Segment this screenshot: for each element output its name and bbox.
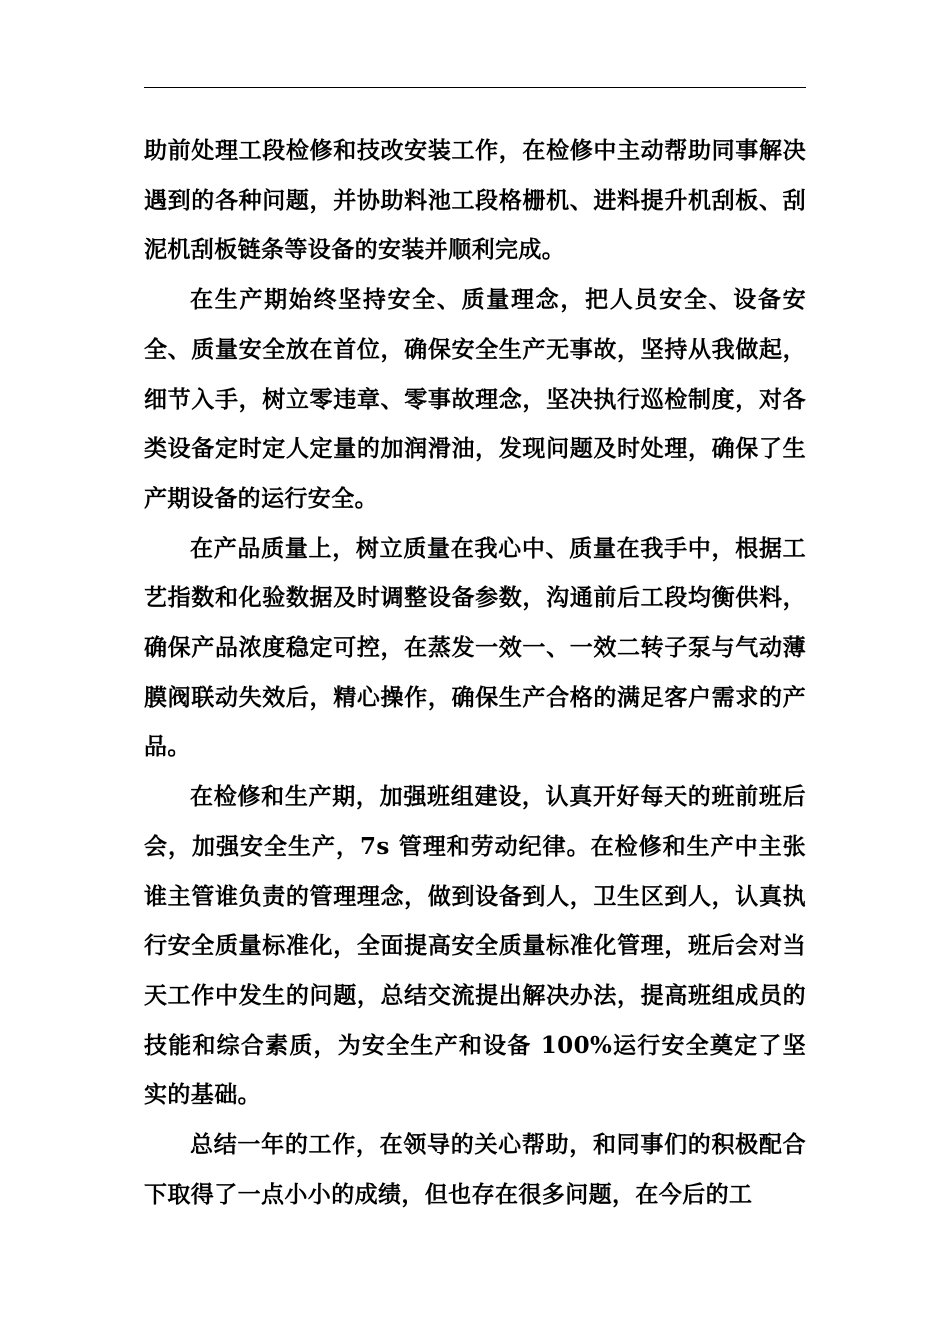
document-body: [144, 126, 806, 1219]
header-rule: [144, 87, 806, 88]
paragraph-quality: 在产品质量上，树立质量在我心中、质量在我手中，根据工艺指数和化验数据及时调整设备参数，沟通前后工段均衡供料，确保产品浓度稳定可控，在蒸发一效一、一效二转子泵与气动薄膜阀联动失效后，精心操作，确保生产合格的满足客户需求的产品。: [144, 534, 806, 761]
paragraph-team-building: 在检修和生产期，加强班组建设，认真开好每天的班前班后会，加强安全生产，7s 管理和劳动纪律。在检修和生产中主张谁主管谁负责的管理理念，做到设备到人，卫生区到人，认真执行安全质量标准化，全面提高安全质量标准化管理，班后会对当天工作中发生的问题，总结交流提出解决办法，提高班组成员的技能和综合素质，为安全生产和设备 100%运行安全奠定了坚实的基础。: [144, 783, 806, 1109]
paragraph-summary: 总结一年的工作，在领导的关心帮助，和同事们的积极配合下取得了一点小小的成绩，但也存在很多问题，在今后的工: [144, 1131, 806, 1208]
paragraph-safety: 在生产期始终坚持安全、质量理念，把人员安全、设备安全、质量安全放在首位，确保安全生产无事故，坚持从我做起，细节入手，树立零违章、零事故理念，坚决执行巡检制度，对各类设备定时定人定量的加润滑油，发现问题及时处理，确保了生产期设备的运行安全。: [144, 286, 806, 512]
paragraph-continuation: 助前处理工段检修和技改安装工作，在检修中主动帮助同事解决遇到的各种问题，并协助料池工段格栅机、进料提升机刮板、刮泥机刮板链条等设备的安装并顺利完成。: [144, 137, 806, 264]
